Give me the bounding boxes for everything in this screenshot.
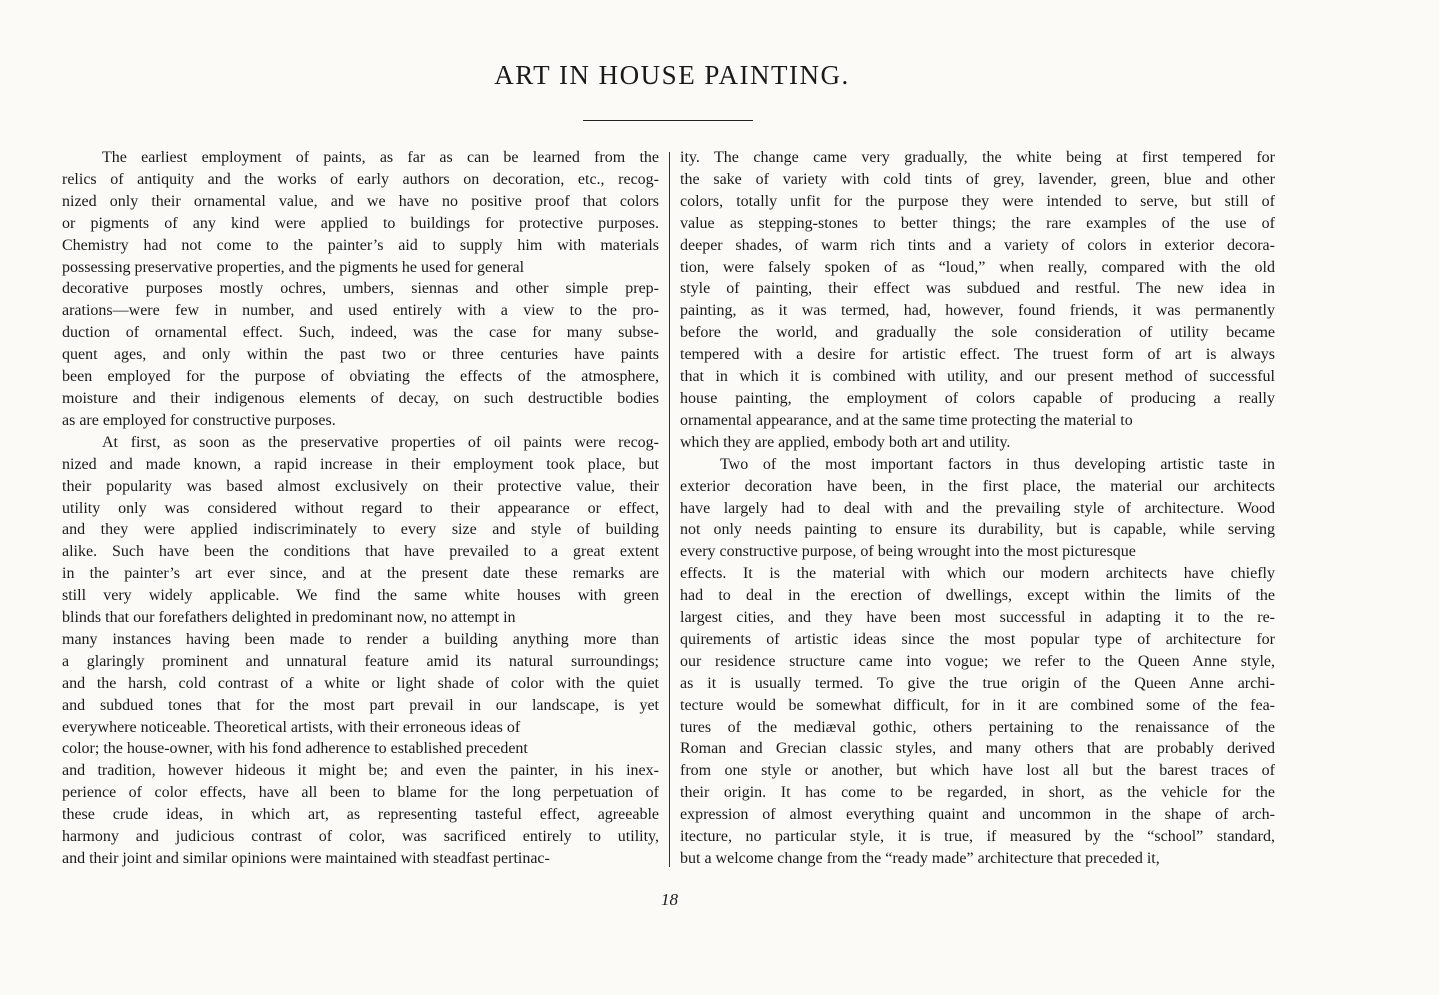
paragraph <box>680 147 1275 454</box>
text-line: painting, as it was termed, had, however, found friends, it was permanently <box>680 302 1275 320</box>
text-line: deeper shades, of warm rich tints and a variety of colors in exterior decora- <box>680 236 1275 254</box>
text-line: harmony and judicious contrast of color, was sacrificed entirely to utility, <box>62 828 659 846</box>
text-line: our residence structure came into vogue; we refer to the Queen Anne style, <box>680 652 1275 670</box>
text-line: tures of the mediæval gothic, others pertaining to the renaissance of the <box>680 718 1275 736</box>
text-line: had to deal in the erection of dwellings, except within the limits of the <box>680 587 1275 605</box>
text-line: the sake of variety with cold tints of grey, lavender, green, blue and other <box>680 170 1275 188</box>
text-line: ity. The change came very gradually, the white being at first tempered for <box>680 149 1275 166</box>
text-line: not only needs painting to ensure its durability, but is capable, while serving <box>680 521 1275 539</box>
text-line: The earliest employment of paints, as far as can be learned from the <box>102 149 659 166</box>
left-column <box>62 147 659 870</box>
text-line: relics of antiquity and the works of early authors on decoration, etc., recog- <box>62 170 659 188</box>
column-divider <box>669 152 670 867</box>
text-line: still very widely applicable. We find the same white houses with green <box>62 587 659 605</box>
text-line: perience of color effects, have all been to blame for the long perpetuation of <box>62 784 659 802</box>
text-line: largest cities, and they have been most successful in adapting it to the re- <box>680 609 1275 627</box>
text-line: have largely had to deal with and the prevailing style of architecture. Wood <box>680 499 1275 517</box>
text-line: style of painting, their effect was subdued and restful. The new idea in <box>680 280 1275 298</box>
page-title: ART IN HOUSE PAINTING. <box>494 60 850 90</box>
text-line: as are employed for constructive purposes. <box>62 411 336 429</box>
paragraph <box>62 432 659 870</box>
text-line: quent ages, and only within the past two or three centuries have paints <box>62 346 659 364</box>
text-line: arations—were few in number, and used entirely with a view to the pro- <box>62 302 659 320</box>
text-line: alike. Such have been the conditions that have prevailed to a great extent <box>62 543 659 561</box>
text-line: their origin. It has come to be regarded, in short, as the vehicle for the <box>680 784 1275 802</box>
text-line: effects. It is the material with which our modern architects have chiefly <box>680 565 1275 583</box>
text-line: everywhere noticeable. Theoretical artists, with their erroneous ideas of <box>62 718 521 736</box>
text-line: blinds that our forefathers delighted in predominant now, no attempt in <box>62 609 516 627</box>
text-line: as it is usually termed. To give the true origin of the Queen Anne archi- <box>680 674 1275 692</box>
paragraph <box>680 454 1275 870</box>
text-line: decorative purposes mostly ochres, umbers, siennas and other simple prep- <box>62 280 659 298</box>
text-line: and they were applied indiscriminately to every size and style of building <box>62 521 659 539</box>
text-line: that in which it is combined with utility, and our present method of successful <box>680 368 1275 386</box>
text-line: every constructive purpose, of being wrought into the most picturesque <box>680 543 1136 561</box>
text-line: nized and made known, a rapid increase in their employment took place, but <box>62 455 659 473</box>
text-line: colors, totally unfit for the purpose they were intended to serve, but still of <box>680 192 1275 210</box>
text-line: in the painter’s art ever since, and at the present date these remarks are <box>62 565 659 583</box>
text-line: quirements of artistic ideas since the most popular type of architecture for <box>680 630 1275 648</box>
text-line: a glaringly prominent and unnatural feature amid its natural surroundings; <box>62 652 659 670</box>
text-line: from one style or another, but which have lost all but the barest traces of <box>680 762 1275 780</box>
text-line: been employed for the purpose of obviating the effects of the atmosphere, <box>62 368 659 386</box>
text-line: tecture would be somewhat difficult, for in it are combined some of the fea- <box>680 696 1275 714</box>
text-line: moisture and their indigenous elements of decay, on such destructible bodies <box>62 389 659 407</box>
text-line: and the harsh, cold contrast of a white or light shade of color with the quiet <box>62 674 659 692</box>
text-line: these crude ideas, in which art, as representing tasteful effect, agreeable <box>62 806 659 824</box>
text-line: and their joint and similar opinions were maintained with steadfast pertinac- <box>62 850 550 867</box>
text-line: utility only was considered without regard to their appearance or effect, <box>62 499 659 517</box>
text-line: possessing preservative properties, and the pigments he used for general <box>62 258 525 276</box>
text-line: and tradition, however hideous it might be; and even the painter, in his inex- <box>62 762 659 780</box>
text-line: but a welcome change from the “ready made” architecture that preceded it, <box>680 850 1160 867</box>
text-line: which they are applied, embody both art and utility. <box>680 433 1011 451</box>
text-line: itecture, no particular style, it is true, if measured by the “school” standard, <box>680 828 1275 846</box>
text-line: Roman and Grecian classic styles, and many others that are probably derived <box>680 740 1275 758</box>
text-line: nized only their ornamental value, and we have no positive proof that colors <box>62 192 659 210</box>
page-number: 18 <box>661 890 678 909</box>
right-column <box>680 147 1275 870</box>
text-line: color; the house-owner, with his fond adherence to established precedent <box>62 740 528 758</box>
paragraph <box>62 147 659 432</box>
text-line: ornamental appearance, and at the same time protecting the material to <box>680 411 1133 429</box>
text-line: many instances having been made to render a building anything more than <box>62 630 659 648</box>
text-line: or pigments of any kind were applied to buildings for protective purposes. <box>62 214 659 232</box>
text-line: Chemistry had not come to the painter’s aid to supply him with materials <box>62 236 659 254</box>
text-line: expression of almost everything quaint and uncommon in the shape of arch- <box>680 806 1275 824</box>
text-line: their popularity was based almost exclusively on their protective value, their <box>62 477 659 495</box>
text-line: tion, were falsely spoken of as “loud,” when really, compared with the old <box>680 258 1275 276</box>
text-line: exterior decoration have been, in the first place, the material our architects <box>680 477 1275 495</box>
text-line: At first, as soon as the preservative properties of oil paints were recog- <box>102 433 659 451</box>
text-line: duction of ornamental effect. Such, indeed, was the case for many subse- <box>62 324 659 342</box>
text-line: house painting, the employment of colors capable of producing a really <box>680 389 1275 407</box>
text-line: tempered with a desire for artistic effect. The truest form of art is always <box>680 346 1275 364</box>
text-line: before the world, and gradually the sole consideration of utility became <box>680 324 1275 342</box>
text-line: and subdued tones that for the most part prevail in our landscape, is yet <box>62 696 659 714</box>
title-rule <box>583 120 753 121</box>
text-line: value as stepping-stones to better things; the rare examples of the use of <box>680 214 1275 232</box>
text-line: Two of the most important factors in thus developing artistic taste in <box>720 455 1275 473</box>
